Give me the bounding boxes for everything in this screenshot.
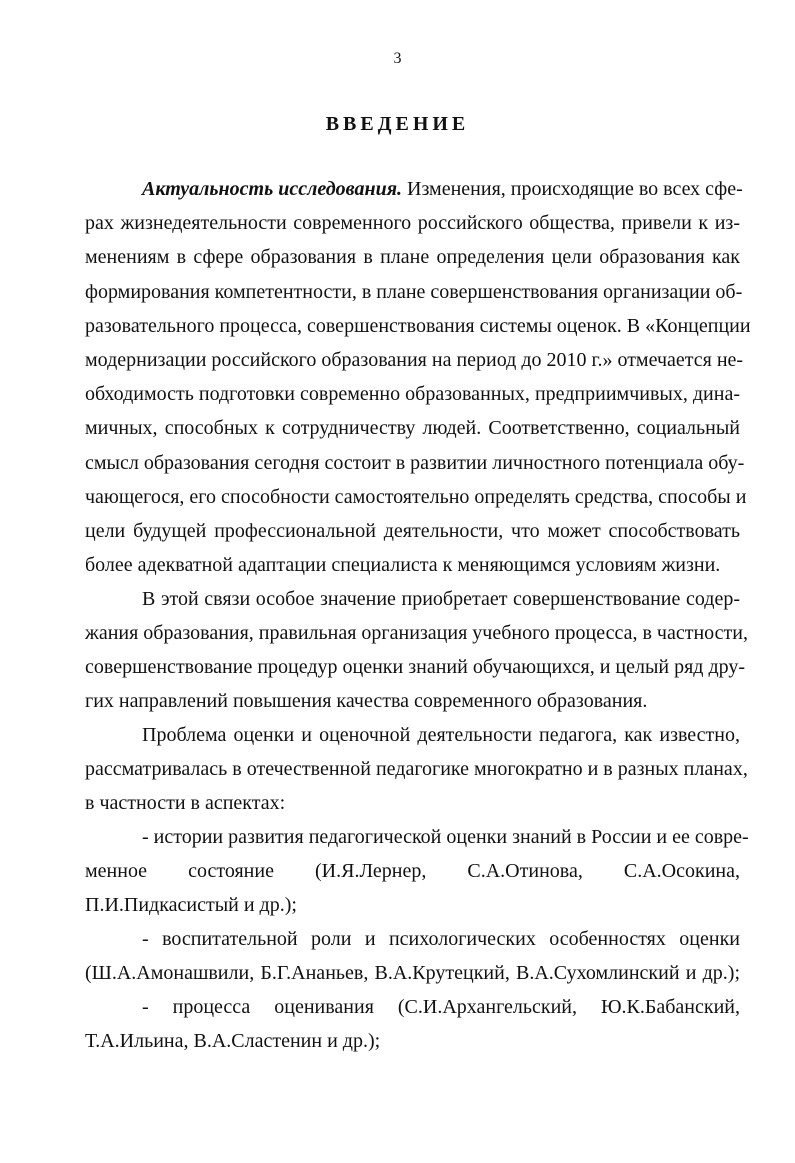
paragraph-line: в частности в аспектах: [85, 792, 286, 814]
list-item-line: - воспитательной роли и психологических особенностях оценки [142, 928, 740, 950]
paragraph-line: Проблема оценки и оценочной деятельности педагога, как известно, [142, 724, 740, 746]
section-heading: ВВЕДЕНИЕ [325, 113, 470, 135]
paragraph-line: смысл образования сегодня состоит в развитии личностного потенциала обу- [85, 452, 745, 474]
list-item-line: П.И.Пидкасистый и др.); [85, 894, 297, 916]
paragraph-line: жания образования, правильная организация учебного процесса, в частности, [85, 622, 748, 644]
list-item-line: (Ш.А.Амонашвили, Б.Г.Ананьев, В.А.Крутецкий, В.А.Сухомлинский и др.); [85, 962, 740, 984]
paragraph-line: формирования компетентности, в плане совершенствования организации об- [85, 281, 743, 303]
paragraph-line: более адекватной адаптации специалиста к меняющимся условиям жизни. [85, 554, 721, 576]
page-number: 3 [393, 50, 402, 67]
paragraph-line: гих направлений повышения качества современного образования. [85, 690, 648, 712]
paragraph-line: В этой связи особое значение приобретает совершенствование содер- [142, 588, 740, 610]
paragraph-line: менениям в сфере образования в плане определения цели образования как [85, 246, 740, 268]
paragraph-line: модернизации российского образования на период до 2010 г.» отмечается не- [85, 349, 744, 371]
paragraph-line: чающегося, его способности самостоятельно определять средства, способы и [85, 486, 747, 508]
paragraph-line: мичных, способных к сотрудничеству людей. Соответственно, социальный [85, 417, 740, 439]
lead-term: Актуальность исследования. [142, 178, 402, 200]
list-item-line: Т.А.Ильина, В.А.Сластенин и др.); [85, 1030, 381, 1052]
list-item-line: менное состояние (И.Я.Лернер, С.А.Отинова, С.А.Осокина, [85, 860, 740, 882]
paragraph-line: цели будущей профессиональной деятельности, что может способствовать [85, 520, 740, 542]
paragraph-line: рах жизнедеятельности современного российского общества, привели к из- [85, 212, 740, 234]
paragraph-line: обходимость подготовки современно образованных, предприимчивых, дина- [85, 383, 740, 405]
list-item-line: - процесса оценивания (С.И.Архангельский, Ю.К.Бабанский, [142, 996, 740, 1018]
paragraph-line: Актуальность исследования. Изменения, происходящие во всех сфе- [142, 178, 743, 200]
paragraph-line: рассматривалась в отечественной педагогике многократно и в разных планах, [85, 758, 748, 780]
list-item-line: - истории развития педагогической оценки знаний в России и ее совре- [142, 826, 749, 848]
paragraph-line: разовательного процесса, совершенствования системы оценок. В «Концепции [85, 315, 751, 337]
paragraph-line: совершенствование процедур оценки знаний обучающихся, и целый ряд дру- [85, 656, 746, 678]
